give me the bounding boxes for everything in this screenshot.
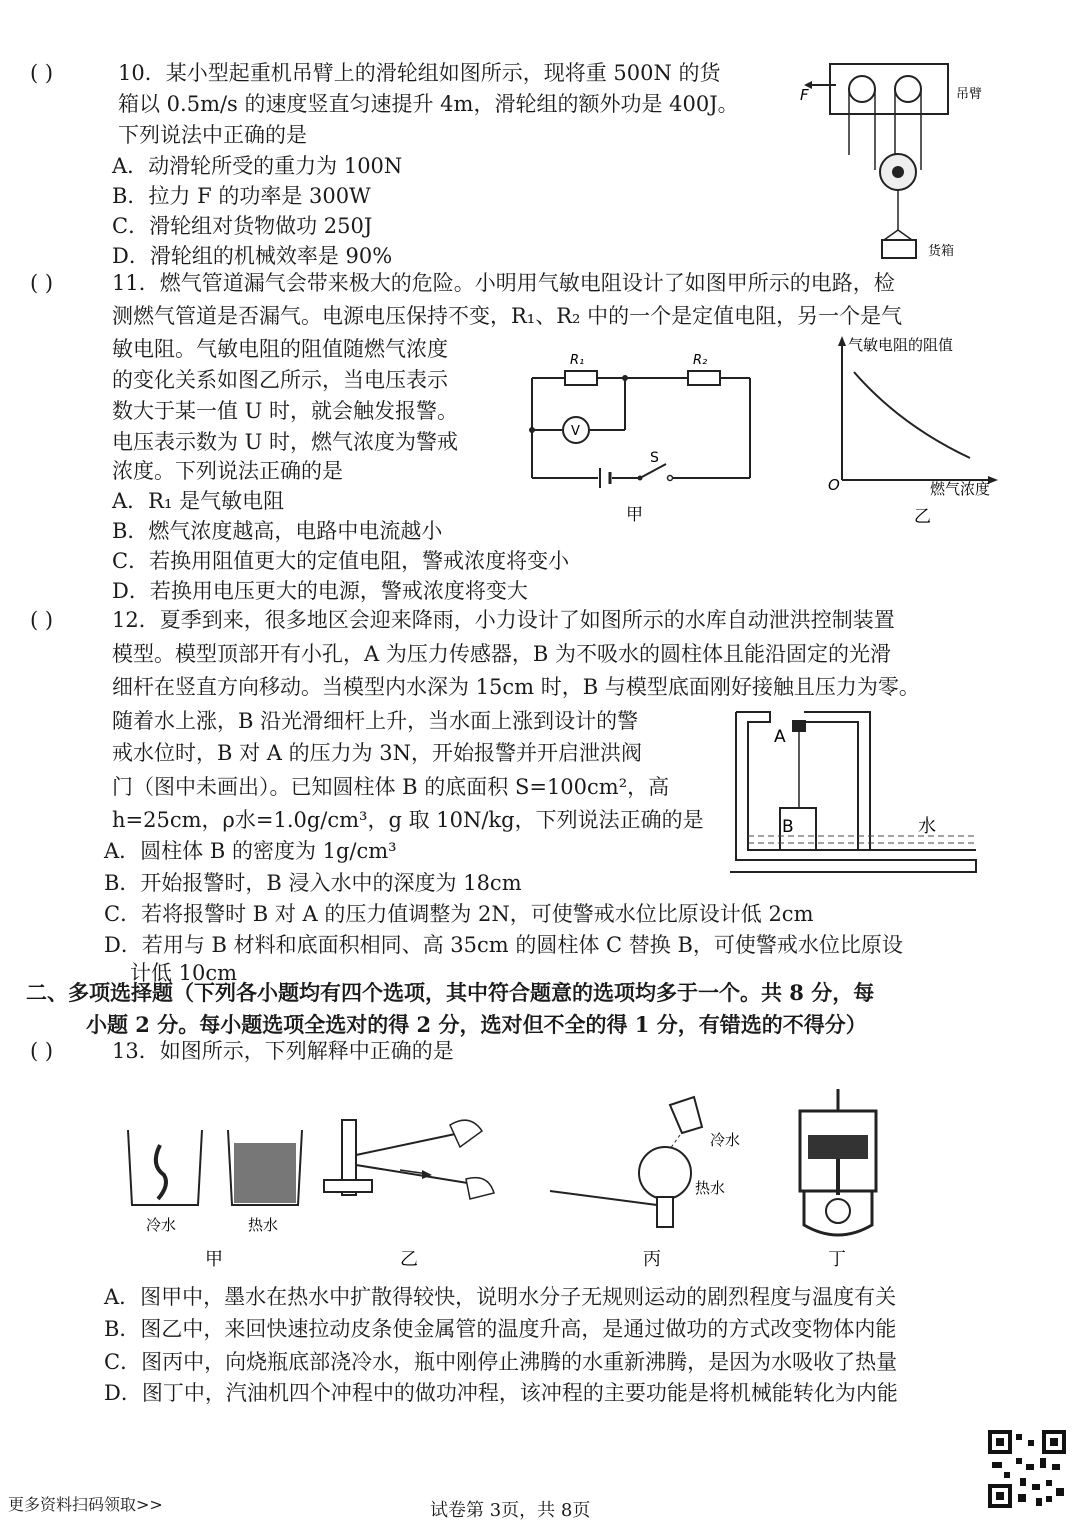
q10-stem-2: 箱以 0.5m/s 的速度竖直匀速提升 4m，滑轮组的额外功是 400J。 [118, 92, 739, 116]
y-axis-label: 气敏电阻的阻值 [848, 336, 954, 354]
q12-option-c: C．若将报警时 B 对 A 的压力值调整为 2N，可使警戒水位比原设计低 2cm [104, 902, 814, 926]
q12-stem-2: 模型。模型顶部开有小孔，A 为压力传感器，B 为不吸水的圆柱体且能沿固定的光滑 [112, 642, 891, 666]
q10-option-c: C．滑轮组对货物做功 250J [112, 214, 373, 238]
page-number: 试卷第 3页，共 8页 [430, 1500, 591, 1521]
switch-label: S [650, 450, 659, 466]
q12-option-b: B．开始报警时，B 浸入水中的深度为 18cm [104, 871, 522, 895]
fig-yi-label: 乙 [400, 1249, 418, 1270]
q11-stem-2: 测燃气管道是否漏气。电源电压保持不变，R₁、R₂ 中的一个是定值电阻，另一个是气 [112, 304, 903, 328]
q10-stem-1: 10．某小型起重机吊臂上的滑轮组如图所示，现将重 500N 的货 [118, 61, 721, 85]
q11-option-b: B．燃气浓度越高，电路中电流越小 [112, 519, 443, 543]
q10-option-b: B．拉力 F 的功率是 300W [112, 184, 371, 208]
fixed-pulley-2 [895, 76, 921, 102]
q11-option-d: D．若换用电压更大的电源，警戒浓度将变大 [112, 579, 528, 603]
pulley-figure [800, 60, 1000, 270]
q12-stem-1: 12．夏季到来，很多地区会迎来降雨，小力设计了如图所示的水库自动泄洪控制装置 [112, 608, 895, 632]
engine-cylinder [800, 1089, 876, 1235]
resistance-graph-yi [820, 330, 1020, 530]
q12-option-d: D．若用与 B 材料和底面积相同、高 35cm 的圆柱体 C 替换 B，可使警戒水位比原设 [104, 933, 903, 957]
q12-stem-4: 随着水上涨，B 沿光滑细杆上升，当水面上涨到设计的警 [112, 709, 639, 733]
qr-code[interactable] [986, 1428, 1068, 1510]
origin-label: O [828, 476, 840, 494]
q11-stem-1: 11．燃气管道漏气会带来极大的危险。小明用气敏电阻设计了如图甲所示的电路，检 [112, 271, 895, 295]
label-b: B [782, 817, 794, 837]
label-a: A [774, 727, 786, 747]
r1-label: R₁ [570, 353, 585, 368]
q11-stem-5: 数大于某一值 U 时，就会触发报警。 [112, 399, 459, 423]
q10-option-d: D．滑轮组的机械效率是 90% [112, 244, 393, 268]
fig-jia-label: 甲 [205, 1249, 223, 1270]
q12-option-d-cont: 计低 10cm [130, 961, 238, 985]
crane-boom [830, 64, 948, 114]
r2-label: R₂ [693, 353, 708, 368]
voltmeter-label: V [571, 424, 580, 439]
q13-figures [110, 1075, 990, 1275]
friction-tube [324, 1120, 494, 1199]
switch-s [640, 464, 666, 478]
section2-title-2: 小题 2 分。每小题选项全选对的得 2 分，选对但不全的得 1 分，有错选的不得分） [86, 1012, 867, 1037]
q12-stem-7: h=25cm，ρ水=1.0g/cm³，g 取 10N/kg，下列说法正确的是 [112, 808, 704, 832]
fig-ding-label: 丁 [828, 1249, 846, 1270]
q13-option-b: B．图乙中，来回快速拉动皮条使金属管的温度升高，是通过做功的方式改变物体内能 [104, 1317, 897, 1341]
resistor-r2 [688, 371, 720, 385]
hot-water-label-2: 热水 [695, 1179, 726, 1197]
circuit-figure-jia [520, 340, 760, 525]
q11-option-c: C．若换用阻值更大的定值电阻，警戒浓度将变小 [112, 549, 570, 573]
q10-stem-3: 下列说法中正确的是 [118, 123, 307, 147]
reservoir-figure [730, 700, 980, 880]
beaker-cold [128, 1130, 202, 1205]
q11-stem-3: 敏电阻。气敏电阻的阻值随燃气浓度 [112, 337, 448, 361]
hot-water-label: 热水 [248, 1216, 279, 1234]
x-axis-label: 燃气浓度 [930, 480, 991, 498]
boom-label: 吊臂 [956, 87, 983, 102]
q13-stem: 13．如图所示，下列解释中正确的是 [112, 1039, 454, 1063]
fig-yi-caption: 乙 [914, 507, 931, 527]
q12-stem-5: 戒水位时，B 对 A 的压力为 3N，开始报警并开启泄洪阀 [112, 741, 643, 765]
q10-option-a: A．动滑轮所受的重力为 100N [112, 154, 403, 178]
q10-bracket: ( ) [30, 61, 54, 85]
q11-stem-4: 的变化关系如图乙所示，当电压表示 [112, 368, 448, 392]
beaker-hot [228, 1130, 302, 1205]
q11-option-a: A．R₁ 是气敏电阻 [112, 489, 285, 513]
q11-bracket: ( ) [30, 271, 54, 295]
resistor-r1 [565, 371, 597, 385]
q13-option-d: D．图丁中，汽油机四个冲程中的做功冲程，该冲程的主要功能是将机械能转化为内能 [104, 1381, 898, 1405]
resistance-curve [854, 372, 970, 458]
q12-stem-3: 细杆在竖直方向移动。当模型内水深为 15cm 时，B 与模型底面刚好接触且压力为零。 [112, 675, 920, 699]
pressure-sensor-a [792, 720, 806, 732]
q13-option-a: A．图甲中，墨水在热水中扩散得较快，说明水分子无规则运动的剧烈程度与温度有关 [104, 1285, 897, 1309]
q12-stem-6: 门（图中未画出）。已知圆柱体 B 的底面积 S=100cm²，高 [112, 775, 670, 799]
force-label: F [800, 86, 809, 104]
fixed-pulley-1 [849, 76, 875, 102]
q12-bracket: ( ) [30, 608, 54, 632]
cargo-box [882, 240, 916, 258]
cold-water-label-2: 冷水 [710, 1131, 741, 1149]
flask-boiling [550, 1097, 702, 1227]
fig-bing-label: 丙 [643, 1249, 661, 1270]
footer-scan-text: 更多资料扫码领取>> [8, 1495, 163, 1514]
q13-option-c: C．图丙中，向烧瓶底部浇冷水，瓶中刚停止沸腾的水重新沸腾，是因为水吸收了热量 [104, 1350, 898, 1374]
fig-jia-caption: 甲 [626, 505, 643, 525]
section2-title-1: 二、多项选择题（下列各小题均有四个选项，其中符合题意的选项均多于一个。共 8 分，每 [26, 980, 875, 1005]
q13-bracket: ( ) [30, 1039, 54, 1063]
cold-water-label: 冷水 [146, 1216, 177, 1234]
q12-option-a: A．圆柱体 B 的密度为 1g/cm³ [104, 839, 397, 863]
q11-stem-7: 浓度。下列说法正确的是 [112, 459, 343, 483]
cargo-label: 货箱 [928, 244, 955, 259]
q11-stem-6: 电压表示数为 U 时，燃气浓度为警戒 [112, 430, 459, 454]
water-label: 水 [918, 816, 936, 837]
